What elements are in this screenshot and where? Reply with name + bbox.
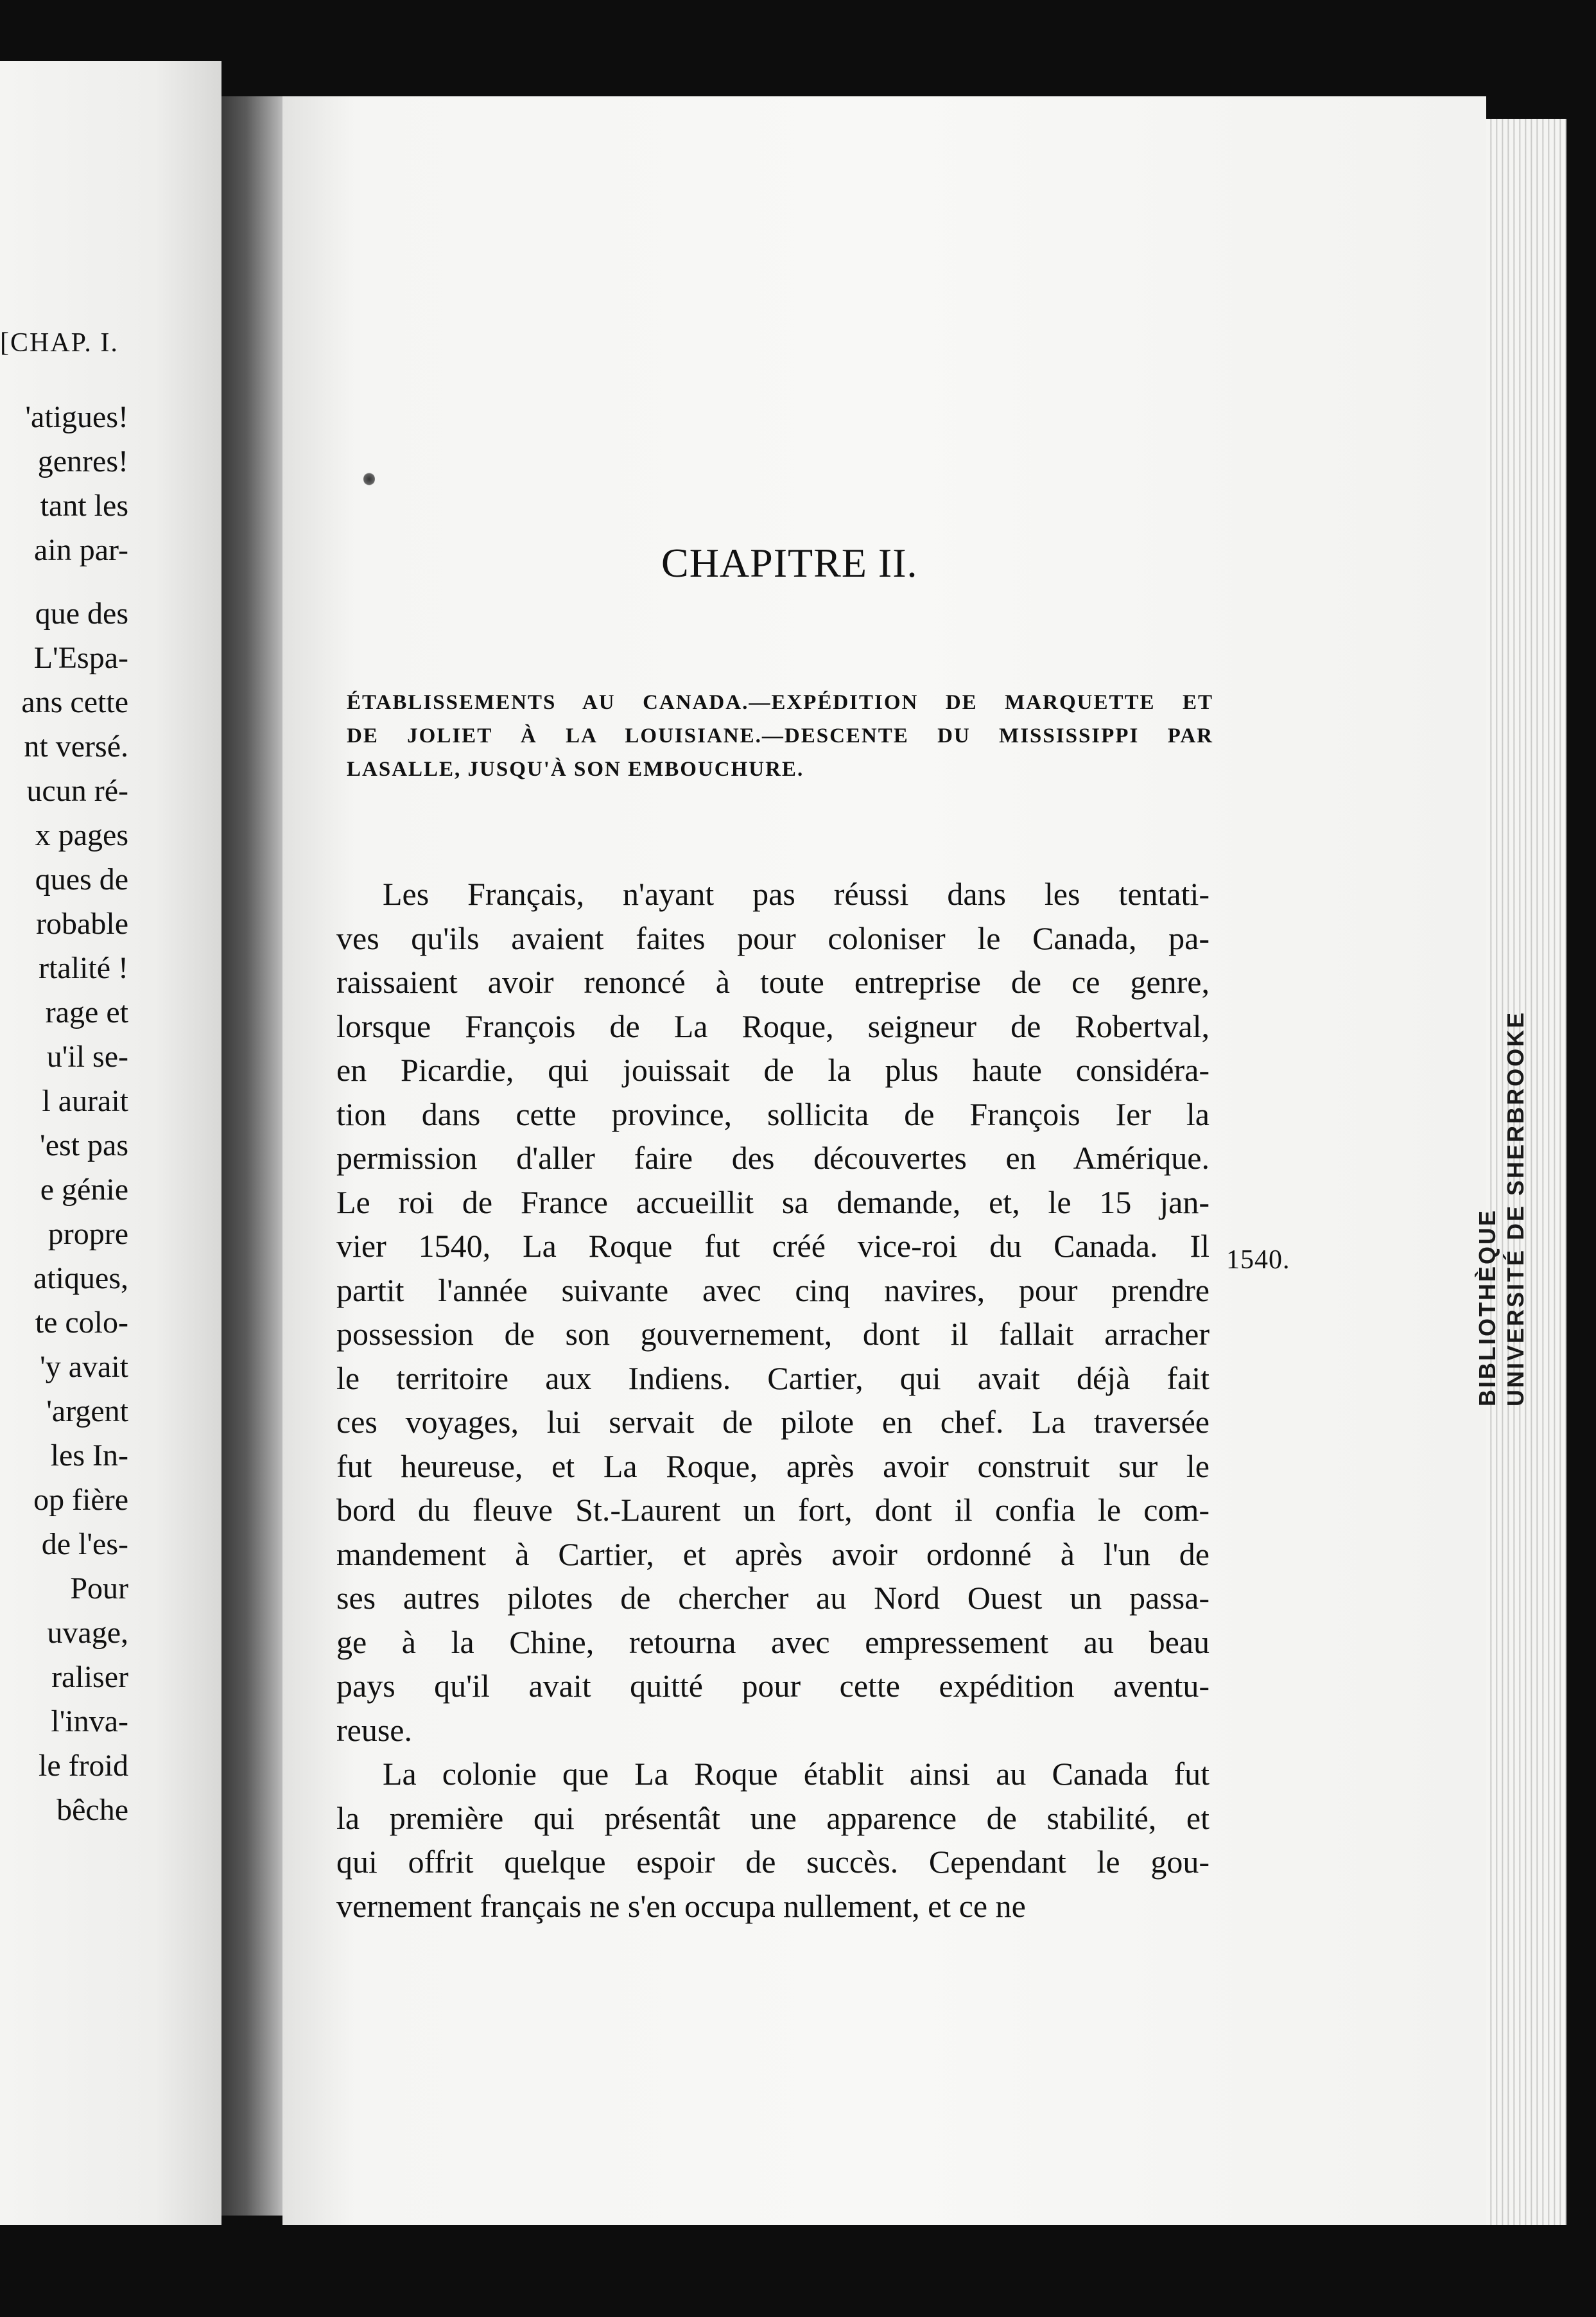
book-gutter-shadow (221, 96, 292, 2216)
body-line: La colonie que La Roque établit ainsi au Canada fut (383, 1756, 1210, 1792)
summary-line: ÉTABLISSEMENTS AU CANADA.—EXPÉDITION DE MARQUETTE ET (347, 691, 1213, 714)
left-page-line: e génie (40, 1173, 128, 1207)
body-line: le territoire aux Indiens. Cartier, qui avait déjà fait (336, 1360, 1210, 1396)
left-page-text (0, 395, 128, 1832)
chapter-title: CHAPITRE II. (661, 540, 918, 586)
left-page-line: que des (35, 597, 128, 631)
left-page-line: ans cette (21, 685, 128, 719)
left-page-line (0, 572, 128, 591)
left-page-line: ucun ré- (26, 774, 128, 808)
left-page-line: L'Espa- (33, 641, 128, 675)
left-page-line: propre (48, 1217, 128, 1251)
left-page-line: atiques, (33, 1261, 128, 1295)
left-page-line: x pages (35, 818, 128, 852)
body-line: ces voyages, lui servait de pilote en chef. La traversée (336, 1404, 1210, 1440)
left-page-line: 'atigues! (25, 400, 128, 434)
left-page-line: l'inva- (51, 1704, 128, 1738)
body-line: en Picardie, qui jouissait de la plus haute considéra- (336, 1052, 1210, 1088)
left-page-line: robable (36, 907, 128, 941)
left-page-line: les In- (50, 1438, 128, 1473)
left-page-line: 'est pas (40, 1128, 128, 1162)
ink-speck (363, 472, 375, 486)
body-line: vernement français ne s'en occupa nullement, et ce ne (336, 1887, 1026, 1924)
left-page-line: nt versé. (24, 730, 128, 764)
body-line: ses autres pilotes de chercher au Nord Ouest un passa- (336, 1580, 1210, 1616)
stamp-line-2: UNIVERSITÉ DE SHERBROOKE (1502, 1010, 1529, 1406)
body-line: raissaient avoir renoncé à toute entreprise de ce genre, (336, 964, 1210, 1000)
left-page-line: 'y avait (40, 1350, 128, 1384)
body-line: reuse. (336, 1711, 412, 1748)
left-page-line: 'argent (46, 1394, 128, 1428)
left-page-line: Pour (70, 1571, 128, 1605)
left-page-line: te colo- (35, 1306, 128, 1340)
body-line: ves qu'ils avaient faites pour coloniser le Canada, pa- (336, 920, 1210, 956)
left-page-line: uvage, (47, 1616, 128, 1650)
body-line: tion dans cette province, sollicita de François Ier la (336, 1096, 1210, 1132)
summary-line: DE JOLIET À LA LOUISIANE.—DESCENTE DU MISSISSIPPI PAR (347, 724, 1213, 748)
left-page-line: bêche (56, 1793, 128, 1827)
body-line: permission d'aller faire des découvertes en Amérique. (336, 1140, 1210, 1176)
left-page-line: op fière (33, 1483, 128, 1517)
body-line: fut heureuse, et La Roque, après avoir construit sur le (336, 1447, 1210, 1484)
left-page-line: le froid (39, 1749, 128, 1783)
body-text (336, 872, 1210, 1928)
body-line: la première qui présentât une apparence de stabilité, et (336, 1799, 1210, 1836)
body-line: possession de son gouvernement, dont il fallait arracher (336, 1316, 1210, 1352)
left-page-header: [CHAP. I. (0, 328, 119, 358)
margin-year-note: 1540. (1226, 1245, 1290, 1275)
left-page-line: rtalité ! (39, 951, 128, 985)
left-page-line: genres! (37, 444, 128, 478)
left-page-line: ain par- (34, 533, 128, 567)
left-page-line: tant les (40, 489, 128, 523)
body-line: lorsque François de La Roque, seigneur de Robertval, (336, 1008, 1210, 1044)
left-page-line: u'il se- (46, 1040, 128, 1074)
left-page-line: de l'es- (41, 1527, 128, 1561)
left-page-line: raliser (51, 1660, 128, 1694)
scan-bottom-edge (0, 2225, 1596, 2317)
body-line: ge à la Chine, retourna avec empressement au beau (336, 1623, 1210, 1660)
body-line: partit l'année suivante avec cinq navires, pour prendre (336, 1272, 1210, 1308)
body-line: Le roi de France accueillit sa demande, et, le 15 jan- (336, 1184, 1210, 1220)
body-line: vier 1540, La Roque fut créé vice-roi du Canada. Il (336, 1228, 1210, 1264)
left-facing-page (0, 61, 221, 2225)
summary-line: LASALLE, JUSQU'À SON EMBOUCHURE. (347, 758, 804, 781)
left-page-line: ques de (35, 862, 128, 896)
body-line: mandement à Cartier, et après avoir ordonné à l'un de (336, 1535, 1210, 1572)
body-line: bord du fleuve St.-Laurent un fort, dont il confia le com- (336, 1492, 1210, 1528)
body-line: pays qu'il avait quitté pour cette expédition aventu- (336, 1668, 1210, 1704)
body-line: qui offrit quelque espoir de succès. Cependant le gou- (336, 1844, 1210, 1880)
left-page-line: rage et (45, 995, 128, 1029)
body-line: Les Français, n'ayant pas réussi dans les tentati- (383, 876, 1210, 912)
stamp-line-1: BIBLIOTHÈQUE (1474, 1208, 1500, 1406)
library-stamp (1473, 957, 1531, 1406)
left-page-line: l aurait (42, 1084, 128, 1118)
chapter-summary (347, 686, 1213, 786)
